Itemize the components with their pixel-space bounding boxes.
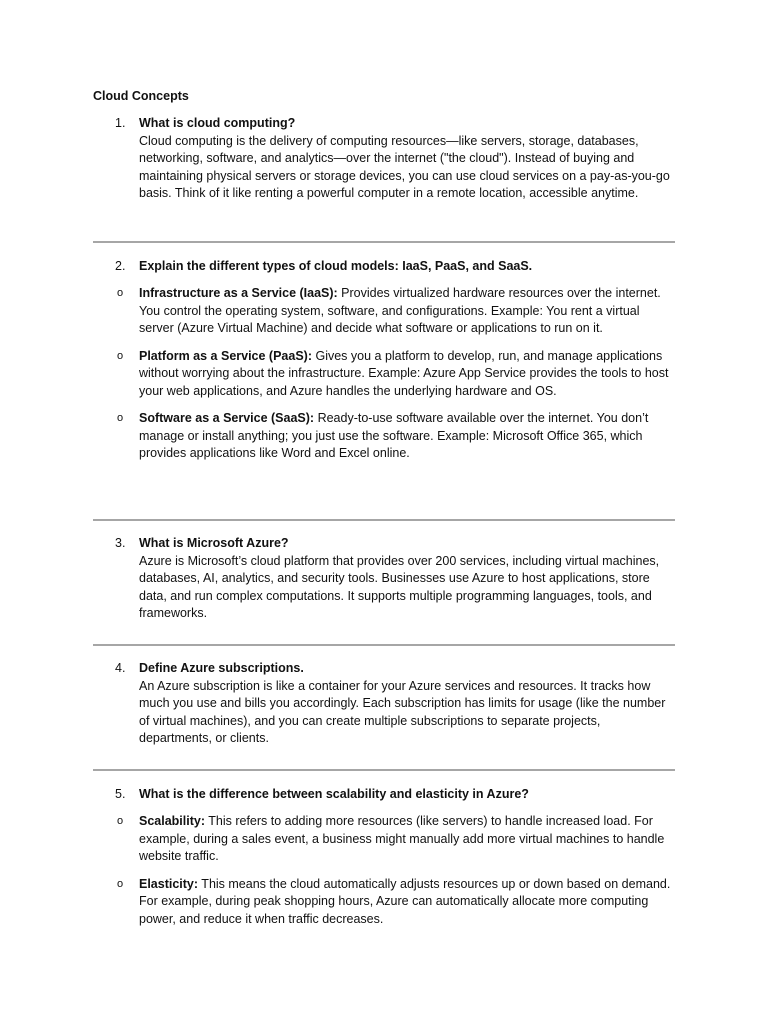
question-item-1 <box>93 115 675 203</box>
question-item-2 <box>93 258 675 463</box>
sub-item-title: Platform as a Service (PaaS): <box>139 348 312 363</box>
sub-list-item <box>117 876 675 929</box>
question-item-3 <box>93 535 675 623</box>
horizontal-rule <box>93 519 675 521</box>
sub-item-title: Elasticity: <box>139 876 199 891</box>
sub-item-title: Infrastructure as a Service (IaaS): <box>139 286 338 301</box>
bullet-icon: o <box>117 411 124 424</box>
sub-list-item <box>117 285 675 338</box>
sub-list <box>93 285 675 463</box>
question-heading: What is Microsoft Azure? <box>139 536 289 550</box>
sub-item-text: This means the cloud automatically adjusts resources up or down based on demand. For example, during peak shopping hours, Azure can automatically allocate more computing power, and reduce it when traffic decreases. <box>139 876 671 926</box>
answer-text: Cloud computing is the delivery of computing resources—like servers, storage, databases, networking, software, and analytics—over the internet ("the cloud"). Instead of buying and maintaining physical servers or storage devices, you can use cloud services on a pay-as-you-go basis. Think of it like renting a powerful computer in a remote location, accessible anytime. <box>139 133 670 201</box>
item-number: 4. <box>115 661 126 675</box>
answer-text: Azure is Microsoft’s cloud platform that provides over 200 services, including virtual machines, databases, AI, analytics, and security tools. Businesses use Azure to host applications, store data, and run complex computations. It supports multiple programming languages, tools, and frameworks. <box>139 553 660 621</box>
item-number: 5. <box>115 787 126 801</box>
question-heading: What is the difference between scalability and elasticity in Azure? <box>139 787 529 801</box>
question-item-4 <box>93 660 675 748</box>
bullet-icon: o <box>117 349 124 362</box>
bullet-icon: o <box>117 287 124 300</box>
sub-list <box>93 813 675 928</box>
sub-item-title: Software as a Service (SaaS): <box>139 410 315 425</box>
bullet-icon: o <box>117 815 124 828</box>
sub-item-text: Ready-to-use software available over the internet. You don’t manage or install anything; you just use the software. Example: Microsoft Office 365, which provides applications like Word and Excel online. <box>139 410 649 461</box>
horizontal-rule <box>93 769 675 771</box>
document-title: Cloud Concepts <box>93 89 189 103</box>
item-number: 1. <box>115 116 126 130</box>
horizontal-rule <box>93 644 675 646</box>
question-heading: Explain the different types of cloud models: IaaS, PaaS, and SaaS. <box>139 259 533 273</box>
sub-item-text: Provides virtualized hardware resources over the internet. You control the operating system, software, and configurations. Example: You rent a virtual server (Azure Virtual Machine) and decide what software or applications to run on it. <box>139 286 661 336</box>
question-heading: Define Azure subscriptions. <box>139 661 304 675</box>
sub-item-title: Scalability: <box>139 814 205 829</box>
item-number: 3. <box>115 536 126 550</box>
answer-text: An Azure subscription is like a container for your Azure services and resources. It tracks how much you use and bills you accordingly. Each subscription has limits for usage (like the number of virtual machines), and you can create multiple subscriptions to separate projects, departments, or clients. <box>139 678 666 746</box>
bullet-icon: o <box>117 877 124 890</box>
sub-item-text: This refers to adding more resources (like servers) to handle increased load. For example, during a sales event, a business might manually add more virtual machines to handle website traffic. <box>139 814 665 864</box>
sub-list-item <box>117 410 675 463</box>
item-number: 2. <box>115 259 126 273</box>
question-heading: What is cloud computing? <box>139 116 296 130</box>
horizontal-rule <box>93 241 675 243</box>
sub-item-text: Gives you a platform to develop, run, and manage applications without worrying about the infrastructure. Example: Azure App Service provides the tools to host your web applications, and Azure handles the underlying hardware and OS. <box>139 348 669 398</box>
question-item-5 <box>93 786 675 928</box>
sub-list-item <box>117 813 675 866</box>
sub-list-item <box>117 348 675 401</box>
